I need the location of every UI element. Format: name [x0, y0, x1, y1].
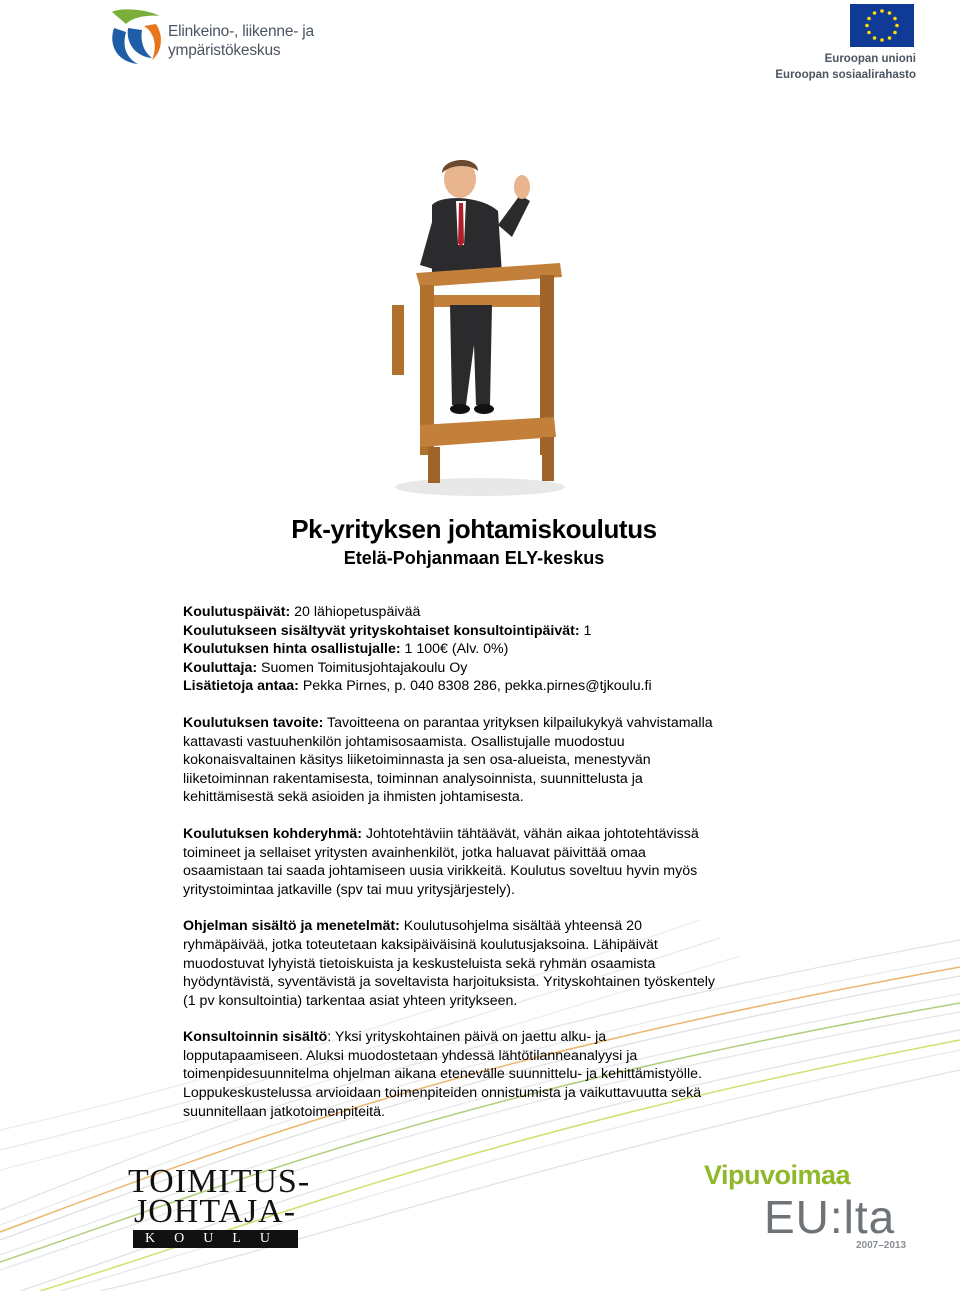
eu-line2: Euroopan sosiaalirahasto [775, 69, 916, 81]
vipuvoimaa-logo-years: 2007–2013 [856, 1240, 907, 1251]
section-consulting-content [183, 1028, 723, 1121]
info-price [183, 640, 723, 659]
section-text: Johtotehtäviin tähtäävät, vähän aikaa johtotehtävissä toimineet ja sellaiset yritysten avainhenkilöt, jotka haluavat päivittää omaa osaamistaan tai saada johtamiseen uusia virikkeitä. Koulutus soveltuu hyvin myös yritystoimintaa jatkaville (spv tai muu yritysjärjestely). [183, 825, 699, 898]
info-value: 1 [579, 622, 592, 639]
section-label: Koulutuksen kohderyhmä: [183, 825, 362, 842]
info-value: 1 100€ (Alv. 0%) [400, 641, 509, 658]
course-details [183, 603, 723, 1121]
info-label: Koulutuspäivät: [183, 604, 291, 620]
tjk-logo-line2: JOHTAJA- [134, 1193, 297, 1230]
ely-logo-line1: Elinkeino-, liikenne- ja [168, 23, 314, 40]
eu-text [760, 51, 916, 83]
section-text: : Yksi yrityskohtainen päivä on jaettu alku- ja lopputapaamiseen. Aluksi muodostetaan yhdessä lähtötilanneanalyysi ja toimenpidesuunnitelma ohjelman aikana etenevälle suunnittelu- ja kehittämistyölle. Loppukeskustelussa arvioidaan toimenpiteiden onnistumista ja vaikuttavuutta sekä suunnitellaan jatkotoimenpiteitä. [183, 1029, 702, 1120]
ely-logo-line2: ympäristökeskus [168, 42, 281, 59]
man-at-school-desk-illustration [380, 155, 580, 500]
info-contact [183, 677, 723, 696]
info-consulting-days [183, 622, 723, 641]
eu-line1: Euroopan unioni [824, 53, 916, 65]
info-label: Lisätietoja antaa: [183, 678, 299, 695]
section-label: Koulutuksen tavoite: [183, 714, 324, 731]
info-value: Pekka Pirnes, p. 040 8308 286, pekka.pirnes@tjkoulu.fi [298, 678, 652, 695]
section-label: Konsultoinnin sisältö [183, 1029, 328, 1046]
info-label: Koulutukseen sisältyvät yrityskohtaiset konsultointipäivät: [183, 622, 580, 639]
section-program-content [183, 917, 723, 1010]
eu-flag-icon [850, 4, 914, 47]
info-trainer [183, 659, 723, 678]
section-text: Tavoitteena on parantaa yrityksen kilpailukykyä vahvistamalla kattavasti vastuuhenkilön johtamisosaamista. Osallistujalle muodostuu kokonaisvaltainen käsitys liiketoiminnasta ja sen osa-alueista, menestyvän liiketoiminnan rakentamisesta, toiminnan analysoinnista, suunnittelusta ja kehittämisestä sekä asioiden ja ihmisten johtamisesta. [183, 714, 713, 806]
info-value: 20 lähiopetuspäivää [290, 604, 421, 620]
section-text: Koulutusohjelma sisältää yhteensä 20 ryhmäpäivää, jotka toteutetaan kaksipäiväisinä koulutusjaksoina. Lähipäivät muodostuvat lyhyistä tietoiskuista ja keskusteluista sekä ryhmän osaamista hyödyntävistä, syventävistä ja soveltavista harjoituksista. Yrityskohtainen työskentely (1 pv konsultointia) tarkentaa asiat yhteen yritykseen. [183, 918, 716, 1009]
section-label: Ohjelman sisältö ja menetelmät: [183, 918, 400, 935]
info-label: Kouluttaja: [183, 659, 258, 676]
section-goal [183, 714, 723, 807]
vipuvoimaa-logo-line1: Vipuvoimaa [704, 1160, 851, 1190]
vipuvoimaa-logo-line2: EU:lta [764, 1191, 896, 1243]
tjk-logo-line1: TOIMITUS- [128, 1163, 311, 1200]
section-target-group [183, 825, 723, 899]
page-subtitle: Etelä-Pohjanmaan ELY-keskus [343, 548, 605, 568]
info-training-days [183, 603, 723, 622]
ely-logo-text [168, 22, 314, 60]
tjk-logo-line3: KOULU [133, 1230, 298, 1248]
page-title: Pk-yrityksen johtamiskoulutus [291, 514, 657, 544]
info-label: Koulutuksen hinta osallistujalle: [183, 641, 401, 658]
info-value: Suomen Toimitusjohtajakoulu Oy [257, 659, 468, 676]
